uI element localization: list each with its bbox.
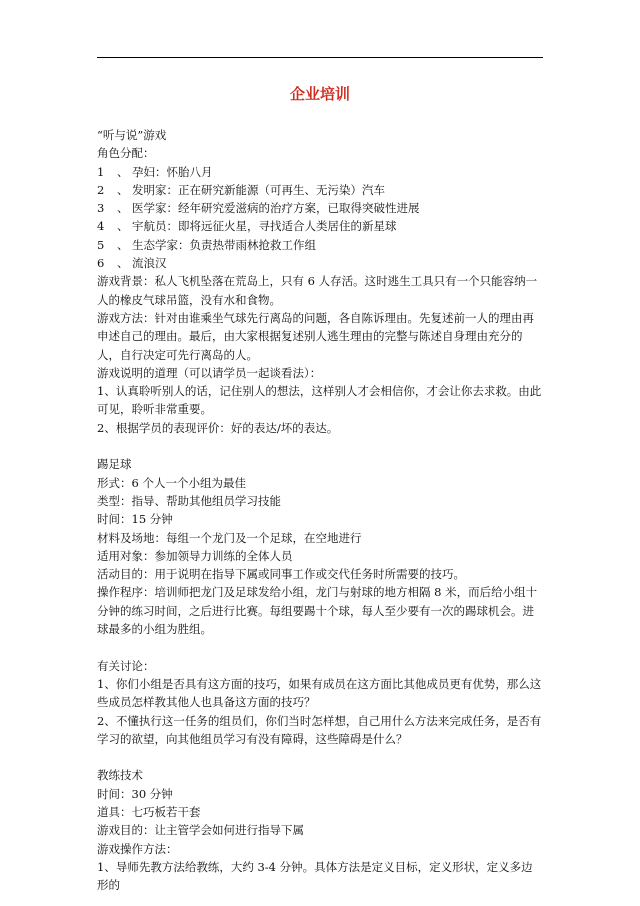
section-heading-football: 踢足球 (97, 457, 132, 472)
football-form: 形式：6 个人一个小组为最佳 (97, 475, 246, 490)
football-type: 类型：指导、帮助其他组员学习技能 (97, 493, 281, 508)
football-procedure: 操作程序：培训师把龙门及足球发给小组，龙门与射球的地方相隔 8 米，而后给小组十分钟的练习时间，之后进行比赛。每组要踢十个球，每人至少要有一次的踢球机会。进球最多的小组为胜组。 (97, 585, 538, 637)
coaching-time: 时间：30 分钟 (97, 786, 173, 801)
spacer (97, 748, 543, 766)
role-text: 生态学家：负责热带雨林抢救工作组 (132, 237, 316, 252)
coaching-step-1: 1、导师先教方法给教练，大约 3-4 分钟。具体方法是定义目标，定义形状，定义多边形的 (97, 859, 533, 893)
role-item (97, 199, 543, 217)
role-text: 流浪汉 (132, 256, 167, 271)
role-number: 1 (97, 164, 105, 179)
role-item (97, 236, 543, 254)
role-item (97, 181, 543, 199)
role-item (97, 163, 543, 181)
role-number: 5 (97, 237, 105, 252)
coaching-props: 道具：七巧板若干套 (97, 804, 201, 819)
football-materials: 材料及场地：每组一个龙门及一个足球，在空地进行 (97, 530, 362, 545)
role-separator: 、 (117, 237, 129, 252)
coaching-steps-label: 游戏操作方法： (97, 841, 178, 856)
discussion-question-1: 1、你们小组是否具有这方面的技巧，如果有成员在这方面比其他成员更有优势，那么这些成员怎样教其他人也具备这方面的技巧？ (97, 676, 542, 710)
spacer (97, 638, 543, 656)
explain-point-1: 1、认真聆听别人的话，记住别人的想法，这样别人才会相信你，才会让你去求救。由此可见，聆听非常重要。 (97, 384, 542, 417)
role-text: 发明家：正在研究新能源（可再生、无污染）汽车 (132, 182, 385, 197)
discussion-question-2: 2、不懂执行这一任务的组员们，你们当时怎样想，自己用什么方法来完成任务，是否有学习的欲望，向其他组员学习有没有障碍，这些障碍是什么？ (97, 713, 542, 746)
role-separator: 、 (117, 219, 129, 234)
header-rule (97, 57, 543, 58)
explain-point-2: 2、根据学员的表现评价：好的表达/坏的表达。 (97, 420, 339, 435)
role-item (97, 217, 543, 235)
role-separator: 、 (117, 201, 129, 216)
role-number: 4 (97, 219, 105, 234)
role-separator: 、 (117, 256, 129, 271)
game-background: 游戏背景：私人飞机坠落在荒岛上，只有 6 人存活。这时逃生工具只有一个只能容纳一人的橡皮气球吊篮，没有水和食物。 (97, 274, 538, 307)
explain-label: 游戏说明的道理（可以请学员一起谈看法）： (97, 365, 322, 380)
spacer (97, 437, 543, 455)
section-heading-discussion: 有关讨论： (97, 658, 155, 673)
document-body (97, 126, 543, 894)
football-purpose: 活动目的：用于说明在指导下属或同事工作或交代任务时所需要的技巧。 (97, 567, 465, 582)
roles-label: 角色分配： (97, 146, 155, 161)
page-title: 企业培训 (289, 85, 350, 103)
role-text: 宇航员：即将远征火星，寻找适合人类居住的新星球 (132, 219, 397, 234)
role-number: 6 (97, 256, 105, 271)
football-time: 时间：15 分钟 (97, 512, 173, 527)
role-number: 2 (97, 182, 105, 197)
section-heading-listen-speak: “听与说”游戏 (97, 128, 167, 142)
football-audience: 适用对象：参加领导力训练的全体人员 (97, 548, 293, 563)
role-text: 孕妇：怀胎八月 (132, 164, 213, 179)
role-text: 医学家：经年研究爱滋病的治疗方案，已取得突破性进展 (132, 201, 420, 216)
coaching-goal: 游戏目的：让主管学会如何进行指导下属 (97, 823, 304, 838)
role-item (97, 254, 543, 272)
role-number: 3 (97, 201, 105, 216)
game-method: 游戏方法：针对由谁乘坐气球先行离岛的问题，各自陈诉理由。先复述前一人的理由再申述自己的理由。最后，由大家根据复述别人逃生理由的完整与陈述自身理由充分的人，自行决定可先行离岛的人。 (97, 310, 534, 362)
section-heading-coaching: 教练技术 (97, 768, 143, 783)
role-separator: 、 (117, 182, 129, 197)
role-separator: 、 (117, 164, 129, 179)
